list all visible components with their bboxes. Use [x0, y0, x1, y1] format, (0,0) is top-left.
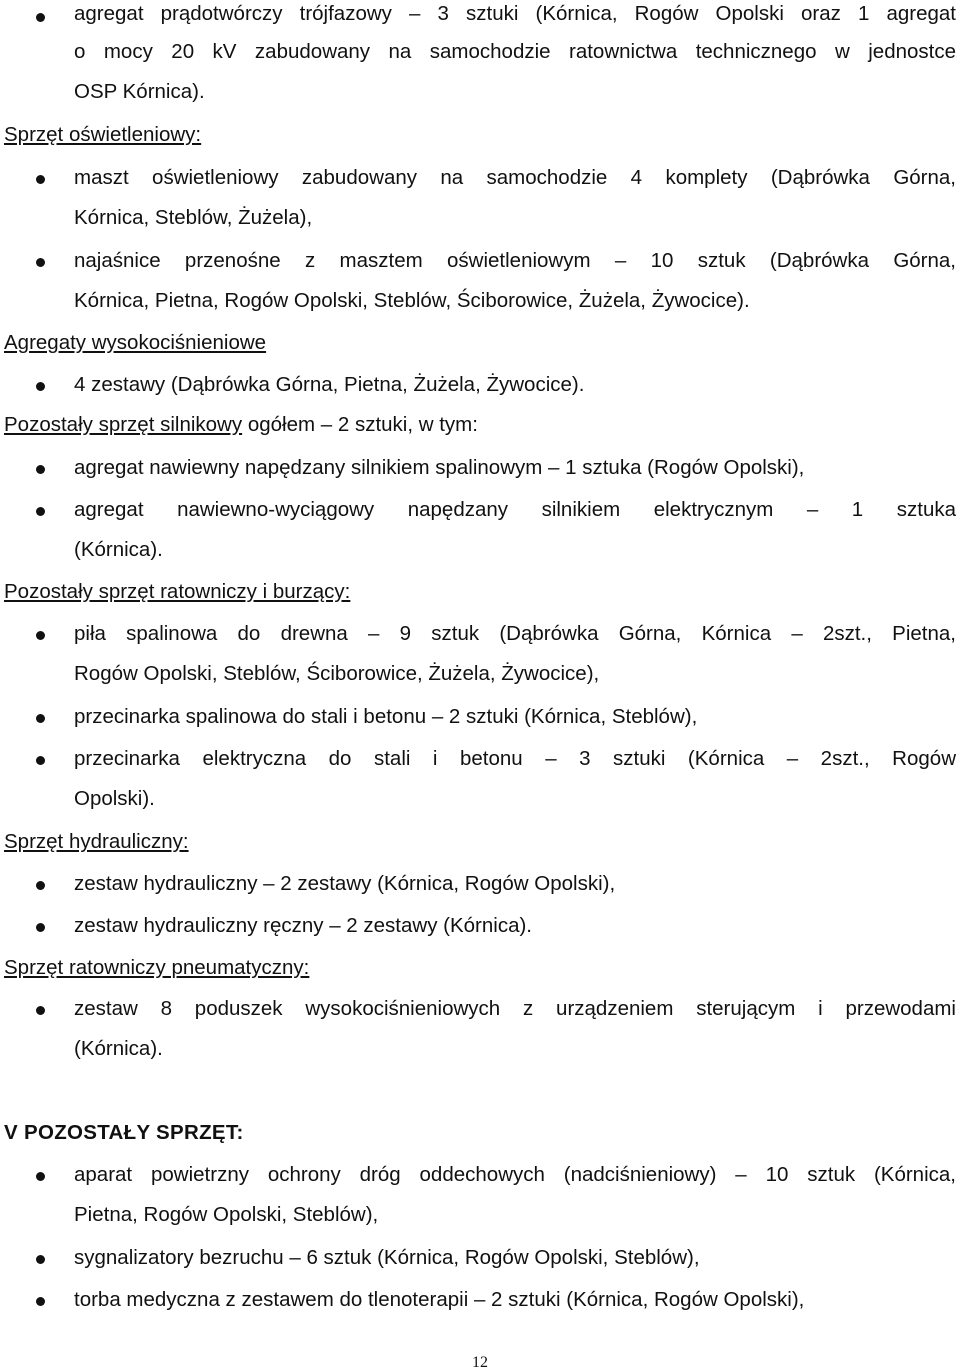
text-line: przecinarka elektryczna do stali i betonu – 3 sztuki (Kórnica – 2szt., Rogów [74, 747, 956, 770]
text-line: Kórnica, Steblów, Żużela), [74, 206, 313, 229]
bullet [36, 1297, 45, 1306]
heading-sprzet-ratowniczy: Pozostały sprzęt ratowniczy i burzący: [4, 580, 351, 603]
bullet [36, 465, 45, 474]
heading-sprzet-hydrauliczny: Sprzęt hydrauliczny: [4, 830, 189, 853]
text-line: (Kórnica). [74, 1037, 163, 1060]
text-line: zestaw hydrauliczny – 2 zestawy (Kórnica, Rogów Opolski), [74, 872, 616, 895]
heading-sprzet-silnikowy [4, 405, 478, 445]
bullet [36, 631, 45, 640]
heading-sprzet-oswietleniowy: Sprzęt oświetleniowy: [4, 123, 202, 146]
text-line: (Kórnica). [74, 538, 163, 561]
text-line: agregat nawiewny napędzany silnikiem spalinowym – 1 sztuka (Rogów Opolski), [74, 456, 805, 479]
text-line: Pietna, Rogów Opolski, Steblów), [74, 1203, 379, 1226]
text-line: piła spalinowa do drewna – 9 sztuk (Dąbrówka Górna, Kórnica – 2szt., Pietna, [74, 622, 956, 645]
text-line: torba medyczna z zestawem do tlenoterapii – 2 sztuki (Kórnica, Rogów Opolski), [74, 1288, 805, 1311]
heading-rest: ogółem – 2 sztuki, w tym: [242, 413, 478, 436]
heading-agregaty-wysokocisnieniowe: Agregaty wysokociśnieniowe [4, 331, 267, 354]
text-line: Opolski). [74, 787, 155, 810]
text-line: aparat powietrzny ochrony dróg oddechowych (nadciśnieniowy) – 10 sztuk (Kórnica, [74, 1163, 956, 1186]
text-line: agregat prądotwórczy trójfazowy – 3 sztuki (Kórnica, Rogów Opolski oraz 1 agregat [74, 2, 956, 25]
bullet [36, 1172, 45, 1181]
bullet [36, 382, 45, 391]
heading-sprzet-pneumatyczny: Sprzęt ratowniczy pneumatyczny: [4, 956, 310, 979]
bullet [36, 881, 45, 890]
text-line: OSP Kórnica). [74, 80, 205, 103]
text-line: sygnalizatory bezruchu – 6 sztuk (Kórnica, Rogów Opolski, Steblów), [74, 1246, 700, 1269]
page-number: 12 [472, 1354, 488, 1371]
bullet [36, 258, 45, 267]
bullet [36, 1255, 45, 1264]
bullet [36, 714, 45, 723]
text-line: zestaw hydrauliczny ręczny – 2 zestawy (Kórnica). [74, 914, 533, 937]
text-line: najaśnice przenośne z masztem oświetleniowym – 10 sztuk (Dąbrówka Górna, [74, 249, 956, 272]
heading-underlined-part: Pozostały sprzęt silnikowy [4, 413, 243, 436]
bullet [36, 1006, 45, 1015]
text-line: przecinarka spalinowa do stali i betonu – 2 sztuki (Kórnica, Steblów), [74, 705, 698, 728]
text-line: Rogów Opolski, Steblów, Ściborowice, Żużela, Żywocice), [74, 662, 600, 685]
section-title: V POZOSTAŁY SPRZĘT: [4, 1121, 244, 1144]
bullet [36, 507, 45, 516]
text-line: agregat nawiewno-wyciągowy napędzany silnikiem elektrycznym – 1 sztuka [74, 498, 956, 521]
text-line: zestaw 8 poduszek wysokociśnieniowych z urządzeniem sterującym i przewodami [74, 997, 956, 1020]
text-line: maszt oświetleniowy zabudowany na samochodzie 4 komplety (Dąbrówka Górna, [74, 166, 956, 189]
bullet [36, 13, 45, 22]
text-line: Kórnica, Pietna, Rogów Opolski, Steblów, Ściborowice, Żużela, Żywocice). [74, 289, 750, 312]
bullet [36, 923, 45, 932]
bullet [36, 175, 45, 184]
text-line: o mocy 20 kV zabudowany na samochodzie ratownictwa technicznego w jednostce [74, 40, 956, 63]
bullet [36, 756, 45, 765]
text-line: 4 zestawy (Dąbrówka Górna, Pietna, Żużela, Żywocice). [74, 373, 585, 396]
